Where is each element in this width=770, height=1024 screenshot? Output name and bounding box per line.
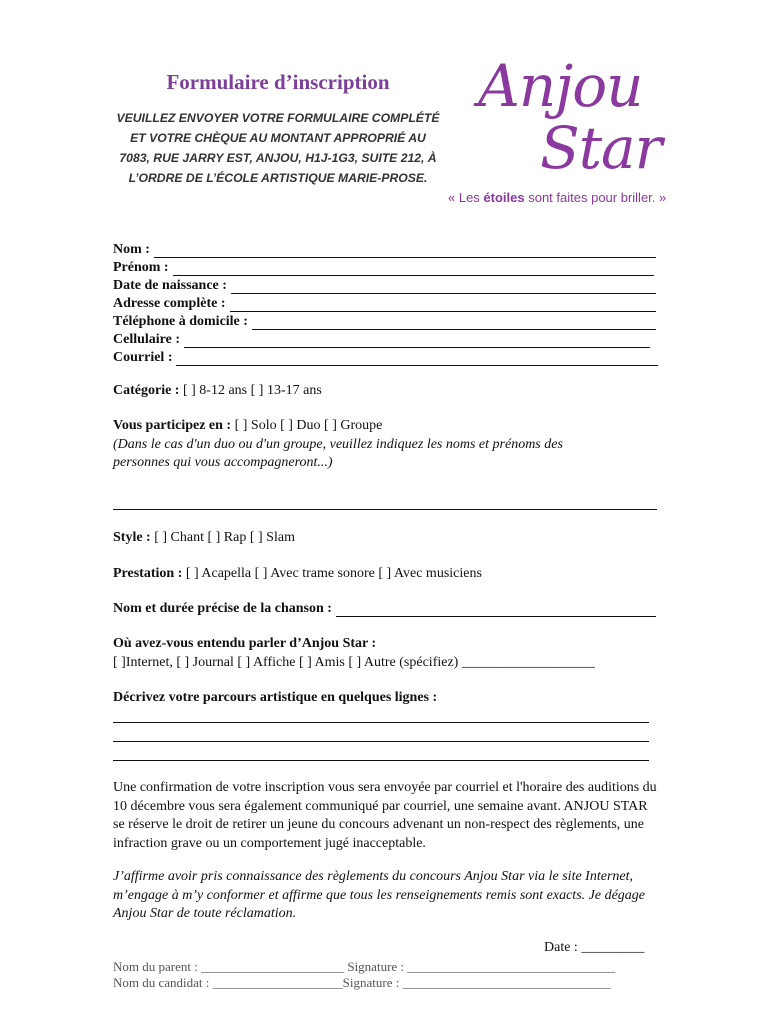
chanson-field[interactable] [113, 599, 656, 617]
chanson-blank[interactable] [336, 602, 656, 617]
prestation-label: Prestation : [113, 566, 183, 581]
style-row [113, 530, 295, 546]
prenom-field[interactable] [113, 258, 654, 276]
participation-note-line2: personnes qui vous accompagneront...) [113, 455, 333, 470]
tagline-end: sont faites pour briller. » [524, 190, 667, 205]
source-label: Où avez-vous entendu parler d’Anjou Star : [113, 636, 377, 651]
categorie-label: Catégorie : [113, 383, 180, 398]
nom-label: Nom : [113, 242, 150, 257]
parcours-line-1[interactable] [113, 722, 649, 723]
prenom-blank[interactable] [173, 261, 654, 276]
date-naissance-label: Date de naissance : [113, 278, 227, 293]
style-label: Style : [113, 530, 151, 545]
adresse-field[interactable] [113, 294, 656, 312]
logo-text-anjou: Anjou [478, 52, 643, 120]
logo-text-star: Star [540, 114, 662, 182]
telephone-blank[interactable] [252, 315, 656, 330]
parent-signature-line[interactable]: Nom du parent : ______________________ Signature : ________________________________ [113, 959, 616, 974]
parcours-label-row [113, 690, 437, 706]
cellulaire-blank[interactable] [184, 333, 650, 348]
date-field[interactable]: Date : _________ [544, 940, 645, 955]
telephone-field[interactable] [113, 312, 656, 330]
telephone-label: Téléphone à domicile : [113, 314, 248, 329]
date-naissance-blank[interactable] [231, 279, 656, 294]
source-label-row [113, 636, 376, 652]
chanson-label: Nom et durée précise de la chanson : [113, 601, 332, 616]
prestation-options[interactable]: [ ] Acapella [ ] Avec trame sonore [ ] Avec musiciens [185, 566, 482, 581]
candidat-signature-line[interactable]: Nom du candidat : ____________________Signature : ________________________________ [113, 975, 611, 990]
courriel-field[interactable] [113, 348, 658, 366]
nom-field[interactable] [113, 240, 656, 258]
logo-tagline [448, 190, 678, 205]
parcours-line-2[interactable] [113, 741, 649, 742]
confirmation-paragraph: Une confirmation de votre inscription vous sera envoyée par courriel et l'horaire des auditions du 10 décembre vous sera également communiqué par courriel, une semaine avant. ANJOU STAR se réserve le droit de retirer un jeune du concours advenant un non-respect des règlements, une infraction grave ou un comportement jugé inacceptable. [113, 780, 657, 851]
participation-label: Vous participez en : [113, 418, 232, 433]
participation-note-line1: (Dans le cas d'un duo ou d'un groupe, veuillez indiquez les noms et prénoms des [113, 437, 563, 452]
categorie-options[interactable]: [ ] 8-12 ans [ ] 13-17 ans [182, 383, 322, 398]
participation-options[interactable]: [ ] Solo [ ] Duo [ ] Groupe [234, 418, 383, 433]
style-options[interactable]: [ ] Chant [ ] Rap [ ] Slam [154, 530, 295, 545]
courriel-blank[interactable] [176, 351, 658, 366]
anjou-star-logo [440, 52, 680, 212]
mailing-instructions: VEUILLEZ ENVOYER VOTRE FORMULAIRE COMPLÉTÉ ET VOTRE CHÈQUE AU MONTANT APPROPRIÉ AU 7083, RUE JARRY EST, ANJOU, H1J-1G3, SUITE 212, À L’ORDRE DE L’ÉCOLE ARTISTIQUE MARIE-PROSE. [116, 111, 440, 185]
affirmation-paragraph: J’affirme avoir pris connaissance des règlements du concours Anjou Star via le site Internet, m’engage à m’y conformer et affirme que tous les renseignements remis sont exacts. Je dégage Anjou Star de toute réclamation. [113, 869, 645, 921]
participants-names-line[interactable] [113, 509, 657, 510]
prenom-label: Prénom : [113, 260, 169, 275]
source-options[interactable]: [ ]Internet, [ ] Journal [ ] Affiche [ ] Amis [ ] Autre (spécifiez) ___________________ [113, 655, 595, 670]
adresse-label: Adresse complète : [113, 296, 226, 311]
categorie-row [113, 383, 322, 399]
courriel-label: Courriel : [113, 350, 173, 365]
tagline-bold-word: étoiles [483, 190, 525, 205]
nom-blank[interactable] [154, 243, 656, 258]
cellulaire-label: Cellulaire : [113, 332, 181, 347]
prestation-row [113, 566, 482, 582]
adresse-blank[interactable] [230, 297, 657, 312]
cellulaire-field[interactable] [113, 330, 650, 348]
tagline-start: « Les [448, 190, 484, 205]
date-naissance-field[interactable] [113, 276, 656, 294]
participation-row [113, 418, 382, 434]
form-title: Formulaire d’inscription [166, 70, 390, 94]
parcours-label: Décrivez votre parcours artistique en quelques lignes : [113, 690, 438, 705]
parcours-line-3[interactable] [113, 760, 649, 761]
